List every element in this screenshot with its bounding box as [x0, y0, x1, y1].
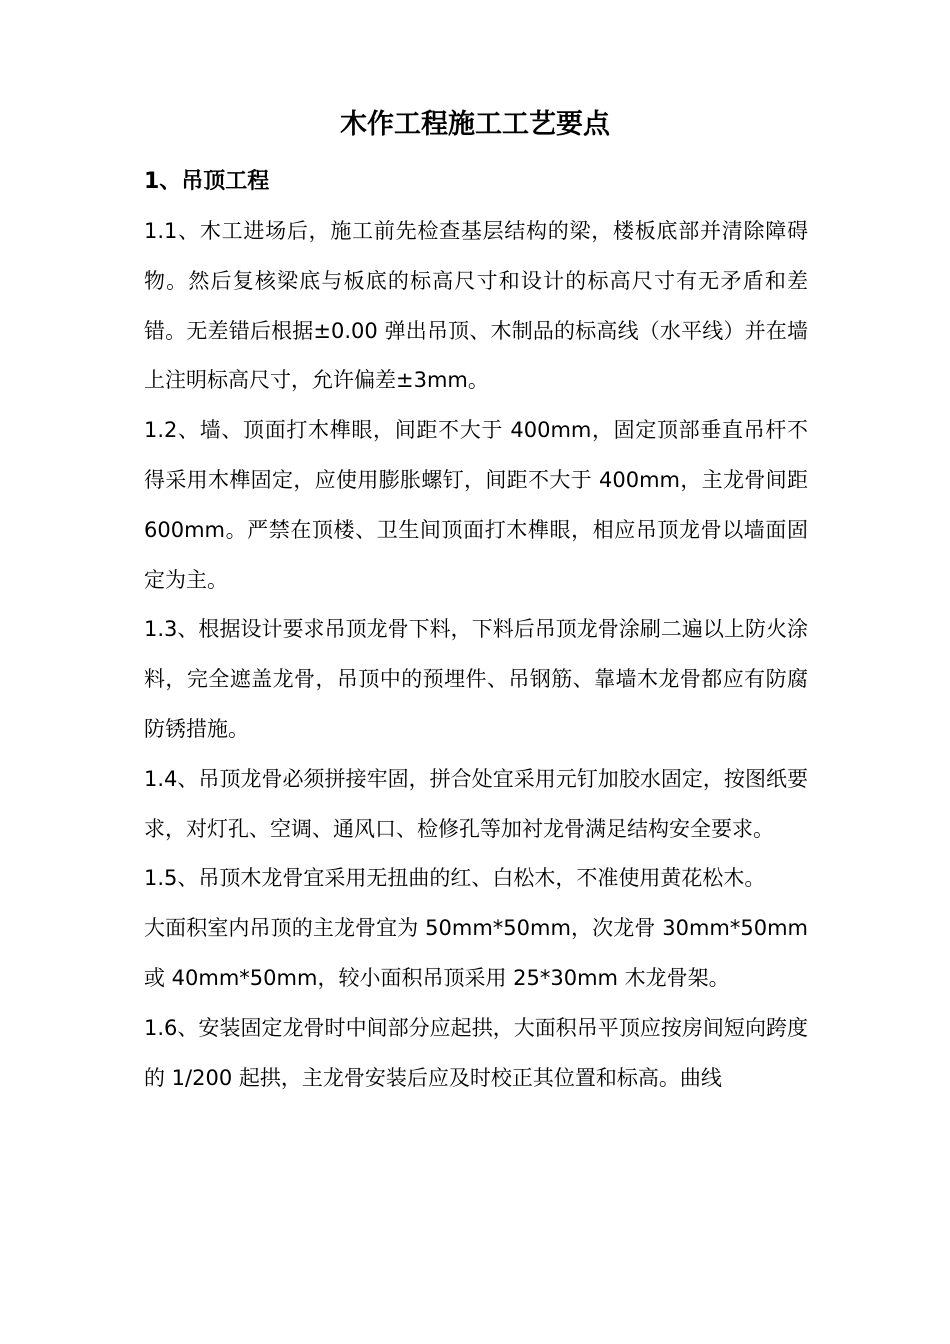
section-heading: 1、吊顶工程	[144, 169, 270, 194]
document-title: 木作工程施工工艺要点	[340, 109, 610, 140]
paragraph-1-4: 1.4、吊顶龙骨必须拼接牢固，拼合处宜采用元钉加胶水固定，按图纸要求，对灯孔、空调、通风口、检修孔等加衬龙骨满足结构安全要求。	[144, 766, 808, 841]
paragraph-1-2: 1.2、墙、顶面打木榫眼，间距不大于 400mm，固定顶部垂直吊杆不得采用木榫固定，应使用膨胀螺钉，间距不大于 400mm，主龙骨间距 600mm。严禁在顶楼、卫生间顶面打木榫眼，相应吊顶龙骨以墙面固定为主。	[144, 418, 808, 592]
paragraph-1-5-continued: 大面积室内吊顶的主龙骨宜为 50mm*50mm，次龙骨 30mm*50mm 或 40mm*50mm，较小面积吊顶采用 25*30mm 木龙骨架。	[144, 916, 808, 990]
document-body	[144, 207, 808, 1103]
paragraph-1-3: 1.3、根据设计要求吊顶龙骨下料，下料后吊顶龙骨涂刷二遍以上防火涂料，完全遮盖龙骨，吊顶中的预埋件、吊钢筋、靠墙木龙骨都应有防腐防锈措施。	[144, 617, 808, 741]
paragraph-1-6: 1.6、安装固定龙骨时中间部分应起拱，大面积吊平顶应按房间短向跨度的 1/200 起拱，主龙骨安装后应及时校正其位置和标高。曲线	[144, 1015, 808, 1090]
paragraph-1-1: 1.1、木工进场后，施工前先检查基层结构的梁，楼板底部并清除障碍物。然后复核梁底与板底的标高尺寸和设计的标高尺寸有无矛盾和差错。无差错后根据±0.00 弹出吊顶、木制品的标高线（水平线）并在墙上注明标高尺寸，允许偏差±3mm。	[144, 219, 808, 393]
paragraph-1-5: 1.5、吊顶木龙骨宜采用无扭曲的红、白松木，不准使用黄花松木。	[144, 866, 766, 891]
